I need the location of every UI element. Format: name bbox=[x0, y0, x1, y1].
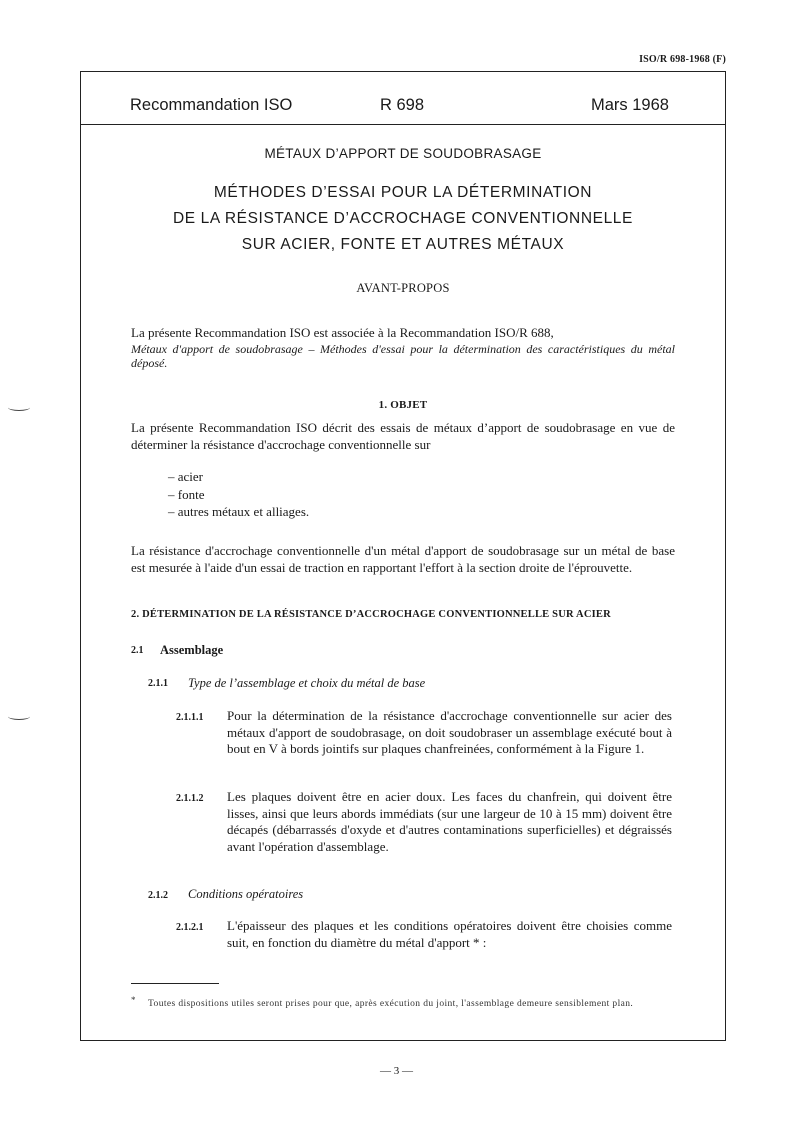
list-item: – autres métaux et alliages. bbox=[168, 504, 310, 519]
recommendation-date: Mars 1968 bbox=[591, 96, 669, 114]
section-1-text: La présente Recommandation ISO décrit des essais de métaux d’apport de soudobrasage en vue de déterminer la résistance d'accrochage conventionnelle sur bbox=[131, 420, 675, 452]
footnote-text: Toutes dispositions utiles seront prises pour que, après exécution du joint, l'assemblage demeure sensiblement plan. bbox=[148, 999, 634, 1009]
list-item: – acier bbox=[168, 469, 204, 484]
margin-punch-mark bbox=[8, 713, 30, 720]
main-title-line-1: MÉTHODES D’ESSAI POUR LA DÉTERMINATION bbox=[213, 184, 593, 201]
document-reference: ISO/R 698-1968 (F) bbox=[639, 54, 726, 65]
main-title-line-2: DE LA RÉSISTANCE D’ACCROCHAGE CONVENTIONNELLE bbox=[173, 210, 633, 227]
section-2-1-2-title: Conditions opératoires bbox=[188, 887, 304, 901]
list-item: – fonte bbox=[168, 486, 205, 502]
section-2-1-1-1-number: 2.1.1.1 bbox=[176, 712, 204, 723]
section-2-1-1-title: Type de l’assemblage et choix du métal de base bbox=[188, 676, 426, 690]
section-2-1-1-2-number: 2.1.1.2 bbox=[176, 793, 204, 804]
avant-propos-paragraph bbox=[131, 325, 675, 370]
section-2-heading: 2. DÉTERMINATION DE LA RÉSISTANCE D’ACCROCHAGE CONVENTIONNELLE SUR ACIER bbox=[131, 609, 611, 620]
section-2-1-2-1-text: L'épaisseur des plaques et les conditions opératoires doivent être choisies comme suit, en fonction du diamètre du métal d'apport * : bbox=[227, 918, 672, 950]
section-2-1-number: 2.1 bbox=[131, 645, 144, 656]
section-2-1-1-1-text: Pour la détermination de la résistance d'accrochage conventionnelle sur acier des métaux d'apport de soudobrasage, on doit soudobraser un assemblage exécuté bout à bout en V à bords jointifs sur plaques chanfreinées, conformément à la Figure 1. bbox=[227, 708, 672, 756]
recommendation-number: R 698 bbox=[380, 96, 425, 114]
avant-propos-text: La présente Recommandation ISO est associée à la Recommandation ISO/R 688, bbox=[131, 325, 554, 340]
section-2-1-title: Assemblage bbox=[160, 643, 224, 657]
subject-title: MÉTAUX D’APPORT DE SOUDOBRASAGE bbox=[264, 146, 542, 161]
avant-propos-heading: AVANT-PROPOS bbox=[356, 281, 450, 295]
page-number: — 3 — bbox=[380, 1065, 413, 1077]
section-2-1-1-2-text: Les plaques doivent être en acier doux. Les faces du chanfrein, qui doivent être lisses, ainsi que leurs abords immédiats (sur une largeur de 10 à 15 mm) doivent être décapés (débarrassés d'oxyde et d'autres contaminations superficielles) et dégraissés avant l'opération d'assemblage. bbox=[227, 789, 672, 854]
section-1-list bbox=[168, 468, 309, 521]
recommendation-label: Recommandation ISO bbox=[130, 96, 293, 114]
margin-punch-mark bbox=[8, 404, 30, 411]
section-1-text-2: La résistance d'accrochage conventionnelle d'un métal d'apport de soudobrasage sur un métal de base est mesurée à l'aide d'un essai de traction en rapportant l'effort à la section droite de l'éprouvette. bbox=[131, 543, 675, 575]
main-title-line-3: SUR ACIER, FONTE ET AUTRES MÉTAUX bbox=[241, 236, 565, 253]
header-bottom-rule bbox=[80, 124, 726, 125]
section-1-heading: 1. OBJET bbox=[378, 399, 428, 411]
footnote-marker: * bbox=[131, 995, 136, 1005]
frame-bottom-rule bbox=[80, 1040, 726, 1041]
section-2-1-1-number: 2.1.1 bbox=[148, 678, 168, 689]
section-2-1-2-1-number: 2.1.2.1 bbox=[176, 922, 204, 933]
section-2-1-2-number: 2.1.2 bbox=[148, 890, 168, 901]
avant-propos-italic: Métaux d'apport de soudobrasage – Méthodes d'essai pour la détermination des caractéristiques du métal déposé. bbox=[131, 341, 675, 370]
footnote-rule bbox=[131, 983, 219, 984]
header-top-rule bbox=[80, 71, 726, 72]
